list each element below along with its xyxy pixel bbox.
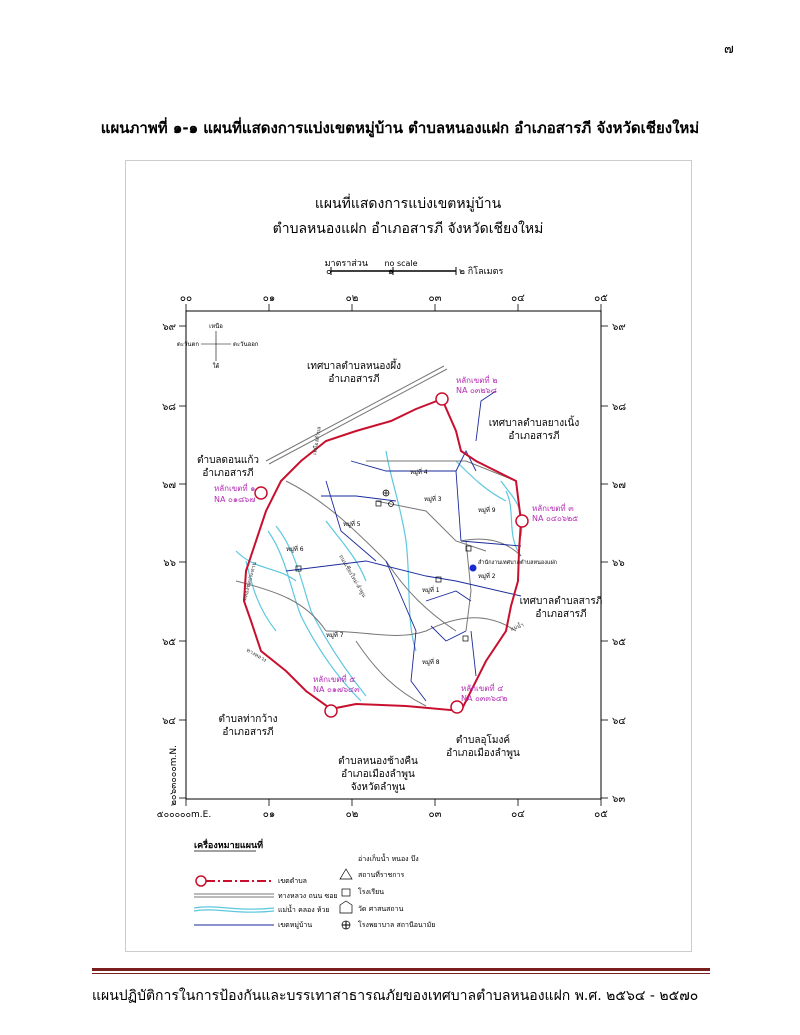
marker-3-code: NA ๐๔๐๖๒๕: [532, 514, 579, 523]
x-tick-bottom-5: ๐๕: [594, 809, 608, 820]
x-tick-top-2: ๐๒: [345, 293, 359, 304]
x-tick-bottom-3: ๐๓: [428, 809, 442, 820]
neighbor-4-line2: อำเภอสารภี: [535, 609, 587, 620]
y-tick-left-2: ๖๗: [162, 480, 176, 491]
neighbor-1-line2: อำเภอสารภี: [328, 374, 380, 385]
northing-label: ๒๐๖๓๐๐๐m.N.: [169, 745, 179, 806]
y-tick-left-3: ๖๖: [163, 558, 176, 569]
x-tick-top-4: ๐๔: [511, 293, 525, 304]
legend-village-label: เขตหมู่บ้าน: [278, 921, 313, 929]
office-label: สำนักงานเทศบาลตำบลหนองแฝก: [478, 560, 558, 566]
legend-road-label: ทางหลวง ถนน ซอย: [278, 892, 338, 900]
y-tick-right-0: ๖๙: [612, 322, 626, 333]
scale-label: มาตราส่วน: [324, 259, 368, 269]
y-axis-labels-left: [162, 322, 176, 727]
legend-reservoir-label: อ่างเก็บน้ำ หนอง บึง: [358, 855, 419, 863]
compass-rose: [201, 331, 231, 361]
village-label-9: หมู่ที่ 9: [478, 507, 496, 514]
neighbor-4-line1: เทศบาลตำบลสารภี: [519, 596, 603, 607]
legend-water-label: แม่น้ำ คลอง ห้วย: [278, 906, 330, 914]
neighbor-6-line2: อำเภอเมืองลำพูน: [446, 748, 520, 759]
x-axis-labels-bottom: [157, 809, 608, 820]
village-label-6: หมู่ที่ 6: [286, 546, 304, 553]
y-tick-left-4: ๖๕: [162, 637, 176, 648]
y-tick-right-1: ๖๘: [612, 402, 627, 413]
x-tick-top-5: ๐๕: [594, 293, 608, 304]
road-label-2: เหมืองตำบล: [312, 426, 323, 456]
marker-5-name: หลักเขตที่ ๕: [313, 675, 356, 684]
compass-north: เหนือ: [209, 323, 223, 330]
y-tick-right-5: ๖๔: [612, 716, 626, 727]
compass-east: ตะวันออก: [233, 341, 259, 348]
road-label-5: ทางหลวง: [245, 647, 268, 664]
neighbor-7-line3: จังหวัดลำพูน: [350, 782, 406, 793]
marker-2-code: NA ๐๓๒๖๘: [456, 386, 497, 395]
y-tick-right-6: ๖๓: [612, 794, 626, 805]
scale-tick-2: ๒ กิโลเมตร: [459, 267, 504, 277]
marker-4-name: หลักเขตที่ ๔: [461, 684, 504, 693]
neighbor-5-line2: อำเภอสารภี: [222, 727, 274, 738]
easting-label: ๕๐๐๐๐๐m.E.: [156, 810, 212, 820]
boundary-marker-circles: [255, 393, 528, 717]
legend-title: เครื่องหมายแผนที่: [194, 841, 264, 851]
road-label-1: ถนนเชียงใหม่-ลำพูน: [337, 554, 367, 599]
footer-rule-thin: [92, 973, 710, 974]
x-axis-labels-top: [180, 293, 608, 304]
village-label-4: หมู่ที่ 4: [410, 469, 428, 476]
village-boundaries: [286, 391, 521, 701]
marker-4-code: NA ๐๓๓๖๔๒: [461, 694, 508, 703]
x-tick-top-3: ๐๓: [428, 293, 442, 304]
village-boundary-map: [126, 161, 691, 951]
map-title-line1: แผนที่แสดงการแบ่งเขตหมู่บ้าน: [314, 196, 502, 212]
legend-labels: [278, 852, 435, 929]
legend-hospital-label: โรงพยาบาล สถานีอนามัย: [358, 921, 436, 929]
x-tick-top-0: ๐๐: [179, 293, 193, 304]
road-label-3: คลองชลประทาน: [242, 561, 259, 602]
y-tick-left-5: ๖๔: [162, 716, 176, 727]
scale-tick-1: ๑: [388, 267, 394, 277]
legend-boundary-label: เขตตำบล: [278, 877, 307, 885]
page-number: ๗: [724, 42, 734, 57]
legend-government-label: สถานที่ราชการ: [358, 871, 405, 879]
x-tick-bottom-2: ๐๒: [345, 809, 359, 820]
y-tick-right-3: ๖๖: [612, 558, 625, 569]
footer-rule: [92, 968, 710, 971]
map-border: [186, 311, 601, 799]
map-title-line2: ตำบลหนองแฝก อำเภอสารภี จังหวัดเชียงใหม่: [272, 221, 544, 237]
page-footer: แผนปฏิบัติการในการป้องกันและบรรเทาสาธารณภัยของเทศบาลตำบลหนองแฝก พ.ศ. ๒๕๖๔ - ๒๕๗๐: [92, 988, 699, 1004]
y-tick-right-4: ๖๕: [612, 637, 626, 648]
neighbor-6-line1: ตำบลอุโมงค์: [455, 735, 511, 746]
village-label-3: หมู่ที่ 3: [424, 496, 442, 503]
marker-1-name: หลักเขตที่ ๑: [214, 484, 256, 493]
neighbor-3-line1: ตำบลดอนแก้ว: [196, 455, 260, 466]
neighbor-2-line2: อำเภอสารภี: [508, 431, 560, 442]
neighbor-3-line2: อำเภอสารภี: [202, 468, 254, 479]
village-label-2: หมู่ที่ 2: [478, 573, 496, 580]
scale-note: no scale: [384, 259, 418, 268]
road-label-4: แม่น้ำ: [509, 622, 525, 633]
neighbor-5-line1: ตำบลท่ากว้าง: [218, 714, 278, 725]
neighbor-7-line2: อำเภอเมืองลำพูน: [341, 769, 415, 780]
scale-tick-0: ๐: [326, 267, 332, 277]
y-tick-left-1: ๖๘: [161, 402, 176, 413]
marker-1-code: NA ๐๑๘๖๗: [214, 495, 256, 504]
x-tick-bottom-4: ๐๔: [511, 809, 525, 820]
compass-west: ตะวันตก: [176, 341, 199, 348]
marker-3-name: หลักเขตที่ ๓: [532, 504, 574, 513]
y-tick-right-2: ๖๗: [612, 480, 626, 491]
road-network: [236, 366, 521, 706]
y-axis-labels-right: [612, 322, 626, 805]
compass-south: ใต้: [212, 363, 220, 370]
map-frame: [125, 160, 692, 952]
neighbor-7-line1: ตำบลหนองช้างคืน: [338, 756, 418, 767]
neighbor-labels: [197, 358, 602, 793]
marker-2-name: หลักเขตที่ ๒: [456, 376, 498, 385]
marker-5-code: NA ๐๑๗๖๔๓: [313, 685, 360, 694]
village-label-7: หมู่ที่ 7: [326, 632, 344, 639]
x-tick-bottom-1: ๐๑: [262, 809, 276, 820]
tambon-boundary: [244, 399, 521, 711]
x-tick-top-1: ๐๑: [262, 293, 276, 304]
village-label-5: หมู่ที่ 5: [343, 521, 361, 528]
neighbor-2-line1: เทศบาลตำบลยางเนิ้ง: [488, 418, 580, 429]
village-label-1: หมู่ที่ 1: [422, 587, 440, 594]
office-location-icon: [470, 565, 477, 572]
village-label-8: หมู่ที่ 8: [422, 659, 440, 666]
neighbor-1-line1: เทศบาลตำบลหนองผึ้ง: [306, 361, 402, 372]
y-tick-left-0: ๖๙: [162, 322, 176, 333]
legend-school-label: โรงเรียน: [358, 888, 384, 896]
page-caption: แผนภาพที่ ๑-๑ แผนที่แสดงการแบ่งเขตหมู่บ้าน ตำบลหนองแฝก อำเภอสารภี จังหวัดเชียงใหม่: [100, 119, 700, 137]
legend-temple-label: วัด ศาสนสถาน: [358, 905, 404, 913]
